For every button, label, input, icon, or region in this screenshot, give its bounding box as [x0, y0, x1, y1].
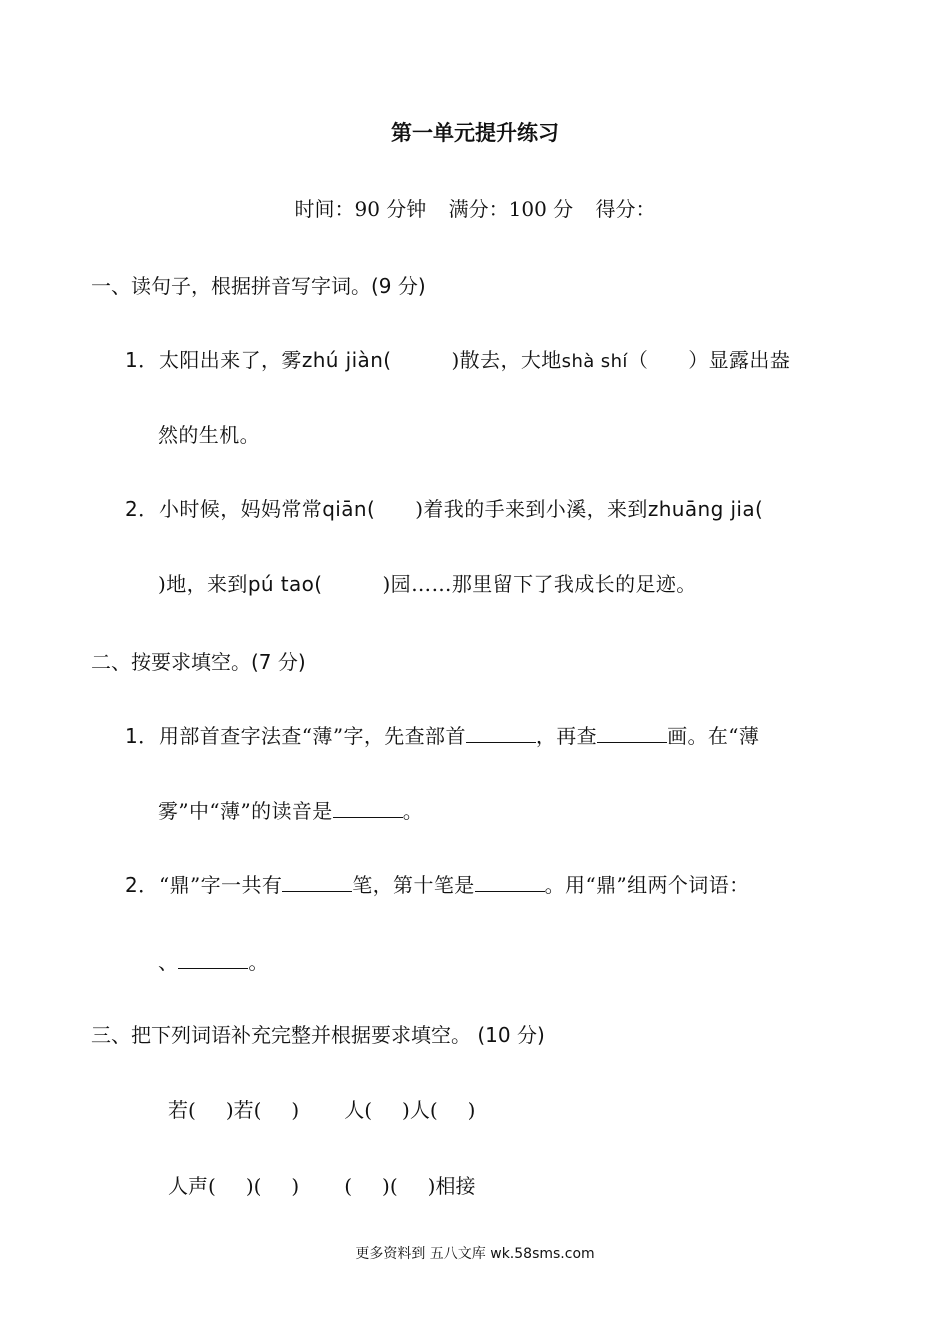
s2-question-1-continued [158, 801, 423, 821]
idiom-part: )( [245, 1174, 262, 1198]
page-title: 第一单元提升练习 [391, 121, 559, 145]
text: )散去，大地 [451, 348, 562, 372]
question-number: 2． [125, 497, 159, 521]
s2-question-2-continued [158, 952, 269, 972]
pinyin: pú tao( [247, 572, 323, 596]
answer-blank [466, 726, 536, 743]
pinyin: zhuāng jia( [647, 497, 764, 521]
idiom-part: 人( [344, 1098, 373, 1122]
section-2-heading: 二、按要求填空。(7 分) [91, 650, 306, 674]
text: 小时候，妈妈常常 [159, 497, 323, 521]
text: “鼎”字一共有 [159, 873, 283, 897]
time-limit: 时间：90 分钟 [294, 197, 427, 221]
text: ，再查 [535, 724, 598, 748]
text: 笔，第十笔是 [352, 873, 475, 897]
text: 。用“鼎”组两个词语： [544, 873, 750, 897]
text: 。 [402, 799, 424, 823]
idiom-part: ( [344, 1174, 353, 1198]
score-field: 得分： [595, 197, 656, 221]
text: 画。在“薄 [667, 724, 760, 748]
answer-blank [597, 726, 667, 743]
question-number: 1． [125, 348, 159, 372]
s2-question-2 [125, 875, 750, 895]
section-1-heading: 一、读句子，根据拼音写字词。(9 分) [91, 274, 426, 298]
idiom-part: 人声( [168, 1174, 216, 1198]
text: 。 [248, 950, 269, 974]
idiom-part: 若( [168, 1098, 196, 1122]
s1-question-2-continued [158, 574, 697, 594]
pinyin: zhú jiàn( [301, 348, 392, 372]
text: ）显露出盎 [688, 348, 791, 372]
text: )园……那里留下了我成长的足迹。 [382, 572, 697, 596]
text: 太阳出来了，雾 [159, 348, 302, 372]
answer-blank [178, 952, 248, 969]
answer-blank [475, 875, 545, 892]
s1-question-1 [125, 350, 790, 371]
idiom-part: ) [291, 1174, 300, 1198]
s1-question-1-continued: 然的生机。 [158, 423, 260, 447]
idiom-part: )相接 [427, 1174, 476, 1198]
section-3-heading: 三、把下列词语补充完整并根据要求填空。 (10 分) [91, 1023, 545, 1047]
text: （ [627, 348, 649, 372]
pinyin: qiān( [322, 497, 376, 521]
idiom-row-2 [168, 1176, 475, 1196]
pinyin: shà shí [561, 351, 628, 372]
text: )着我的手来到小溪，来到 [415, 497, 648, 521]
s1-question-2 [125, 499, 763, 519]
question-number: 1． [125, 724, 159, 748]
idiom-part: )人( [402, 1098, 438, 1122]
text: )地，来到 [158, 572, 248, 596]
question-number: 2． [125, 873, 159, 897]
exam-meta [0, 199, 950, 219]
text: 雾”中“薄”的读音是 [158, 799, 333, 823]
s2-question-1 [125, 726, 759, 746]
text: 用部首查字法查“薄”字，先查部首 [159, 724, 466, 748]
idiom-part: ) [467, 1098, 476, 1122]
idiom-part: )若( [225, 1098, 262, 1122]
idiom-part: ) [291, 1098, 300, 1122]
footer-source: 更多资料到 五八文库 wk.58sms.com [355, 1246, 595, 1262]
idiom-row-1 [168, 1100, 475, 1120]
idiom-part: )( [382, 1174, 398, 1198]
answer-blank [333, 801, 403, 818]
text: 、 [158, 950, 179, 974]
full-score: 满分：100 分 [448, 197, 574, 221]
answer-blank [282, 875, 352, 892]
